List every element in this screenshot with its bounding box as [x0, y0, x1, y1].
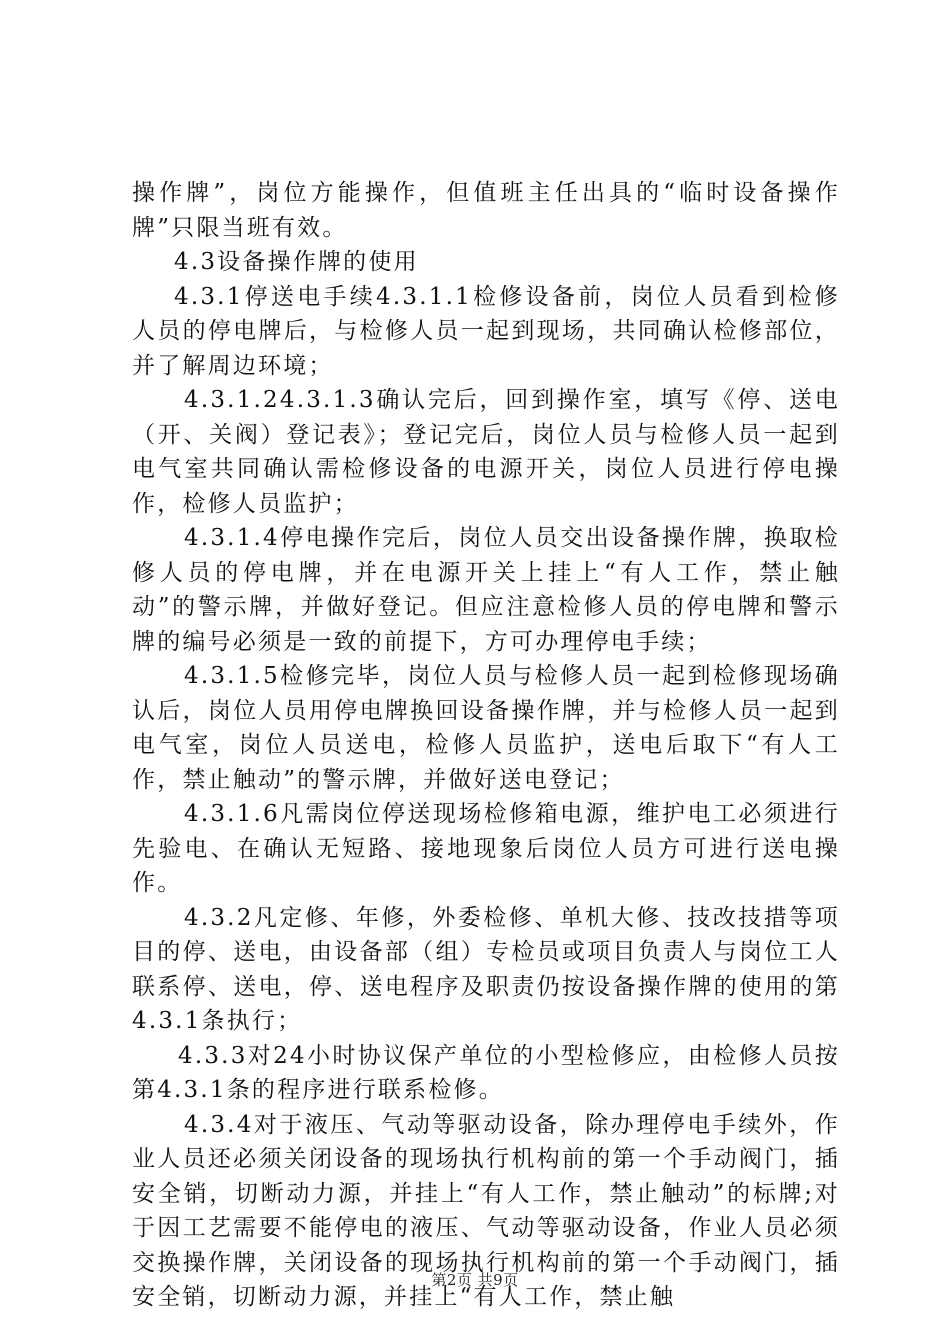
- document-body: [132, 176, 840, 1315]
- paragraph-4-3-1-2: 4.3.1.24.3.1.3确认完后，回到操作室，填写《停、送电（开、关阀）登记表》；登记完后，岗位人员与检修人员一起到电气室共同确认需检修设备的电源开关，岗位人员进行停电操作，检修人员监护；: [132, 387, 840, 517]
- paragraph-4-3-3: 4.3.3对24小时协议保产单位的小型检修应，由检修人员按第4.3.1条的程序进行联系检修。: [132, 1042, 840, 1103]
- section-heading-4-3: 4.3设备操作牌的使用: [174, 249, 419, 275]
- paragraph-4-3-1-4: 4.3.1.4停电操作完后，岗位人员交出设备操作牌，换取检修人员的停电牌，并在电源开关上挂上“有人工作，禁止触动”的警示牌，并做好登记。但应注意检修人员的停电牌和警示牌的编号必须是一致的前提下，方可办理停电手续；: [132, 525, 840, 655]
- paragraph-1: 操作牌”，岗位方能操作，但值班主任出具的“临时设备操作牌”只限当班有效。: [132, 180, 840, 241]
- paragraph-4-3-1-6: 4.3.1.6凡需岗位停送现场检修箱电源，维护电工必须进行先验电、在确认无短路、接地现象后岗位人员方可进行送电操作。: [132, 801, 840, 896]
- paragraph-4-3-1: 4.3.1停送电手续4.3.1.1检修设备前，岗位人员看到检修人员的停电牌后，与检修人员一起到现场，共同确认检修部位，并了解周边环境；: [132, 283, 840, 379]
- paragraph-4-3-1-5: 4.3.1.5检修完毕，岗位人员与检修人员一起到检修现场确认后，岗位人员用停电牌换回设备操作牌，并与检修人员一起到电气室，岗位人员送电，检修人员监护，送电后取下“有人工作，禁止触动”的警示牌，并做好送电登记；: [132, 663, 840, 793]
- page-number: 第2页 共9页: [431, 1271, 519, 1289]
- paragraph-4-3-4: 4.3.4对于液压、气动等驱动设备，除办理停电手续外，作业人员还必须关闭设备的现场执行机构前的第一个手动阀门，插安全销，切断动力源，并挂上“有人工作，禁止触动”的标牌;对于因工艺需要不能停电的液压、气动等驱动设备，作业人员必须交换操作牌，关闭设备的现场执行机构前的第一个手动阀门，插安全销，切断动力源，并挂上“有人工作，禁止触: [132, 1111, 840, 1310]
- paragraph-4-3-2: 4.3.2凡定修、年修，外委检修、单机大修、技改技措等项目的停、送电，由设备部（组）专检员或项目负责人与岗位工人联系停、送电，停、送电程序及职责仍按设备操作牌的使用的第4.3.1条执行；: [132, 904, 840, 1034]
